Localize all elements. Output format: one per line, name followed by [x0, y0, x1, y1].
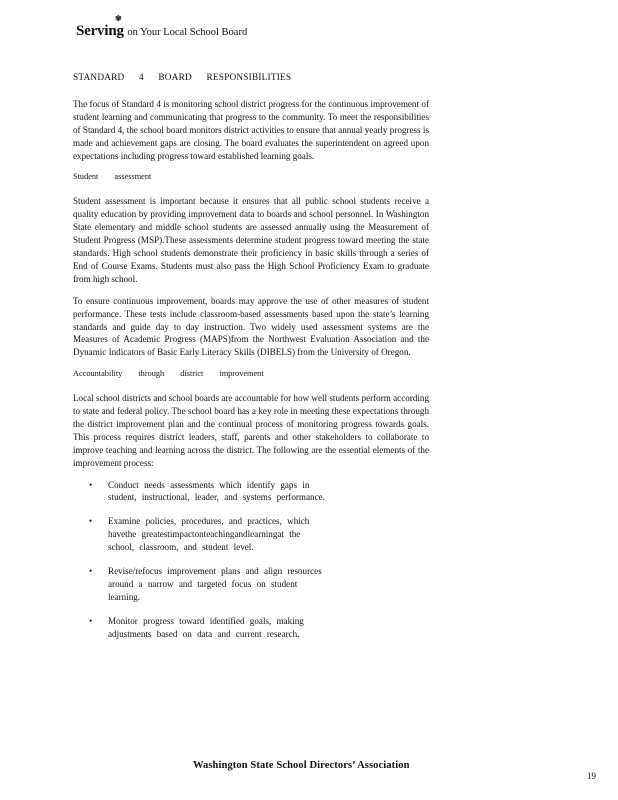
list-item-text: Revise/refocus improvement plans and align resources around a narrow and targeted focus on student learning.	[108, 566, 322, 602]
running-header	[76, 14, 248, 40]
student-assessment-paragraph-2: To ensure continuous improvement, boards may approve the use of other measures of student performance. These tests include classroom-based assessments based upon the state’s learning standards and guide day to day instruction. Two widely used assessment systems are the Measures of Academic Progress (MAPS)from the Northwest Evaluation Association and the Dynamic Indicators of Basic Early Literacy Skills (DIBELS) from the University of Oregon.	[73, 295, 429, 358]
list-item	[73, 515, 328, 554]
student-assessment-paragraph-1: Student assessment is important because it ensures that all public school students receive a quality education by providing improvement data to boards and school personnel. In Washington State elementary and middle school students are assessed annually using the Measurement of Student Progress (MSP).These assessments determine student progress toward meeting the state standards. High school students demonstrate their proficiency in basic skills through a series of End of Course Exams. Students must also pass the High School Proficiency Exam to graduate from high school.	[73, 196, 429, 284]
footer-organization: Washington State School Directors’ Association	[193, 760, 410, 771]
brand-wordmark	[76, 14, 127, 39]
student-assessment-heading: Student assessment	[73, 172, 152, 182]
accountability-heading: Accountability through district improvement	[73, 369, 264, 379]
list-item	[73, 565, 328, 604]
bullet-icon: •	[89, 479, 93, 490]
brand-text: Serving	[76, 23, 124, 39]
list-item-text: Conduct needs assessments which identify gaps in student, instructional, leader, and systems performance.	[108, 479, 325, 503]
bullet-icon: •	[89, 516, 93, 527]
bullet-icon: •	[89, 615, 93, 626]
intro-paragraph: The focus of Standard 4 is monitoring school district progress for the continuous improvement of student learning and communicating that progress to the community. To meet the responsibilities of Standard 4, the school board monitors district activities to ensure that annual yearly progress is made and achievement gaps are closing. The board evaluates the superintendent on agreed upon expectations including progress toward established learning goals.	[73, 98, 429, 161]
list-item	[73, 479, 328, 505]
list-item-text: Examine policies, procedures, and practices, which havethe greatestimpactonteachingandlearningat the school, classroom, and student level.	[108, 516, 310, 553]
accountability-paragraph: Local school districts and school boards are accountable for how well students perform according to state and federal policy. The school board has a key role in meeting these expectations through the district improvement plan and the continual process of monitoring progress towards goals. This process requires district leaders, staff, parents and other stakeholders to collaborate to improve teaching and learning across the district. The following are the essential elements of the improvement process:	[73, 393, 429, 468]
improvement-elements-list	[73, 479, 429, 641]
list-item-text: Monitor progress toward identified goals, making adjustments based on data and current research.	[108, 615, 304, 639]
bullet-icon: •	[89, 566, 93, 577]
sparkle-icon: ✾	[115, 14, 122, 23]
main-content	[73, 72, 429, 652]
page-number: 19	[587, 771, 596, 781]
list-item	[73, 615, 328, 641]
section-heading: STANDARD 4 BOARD RESPONSIBILITIES	[73, 73, 292, 83]
header-title: on Your Local School Board	[127, 27, 248, 38]
